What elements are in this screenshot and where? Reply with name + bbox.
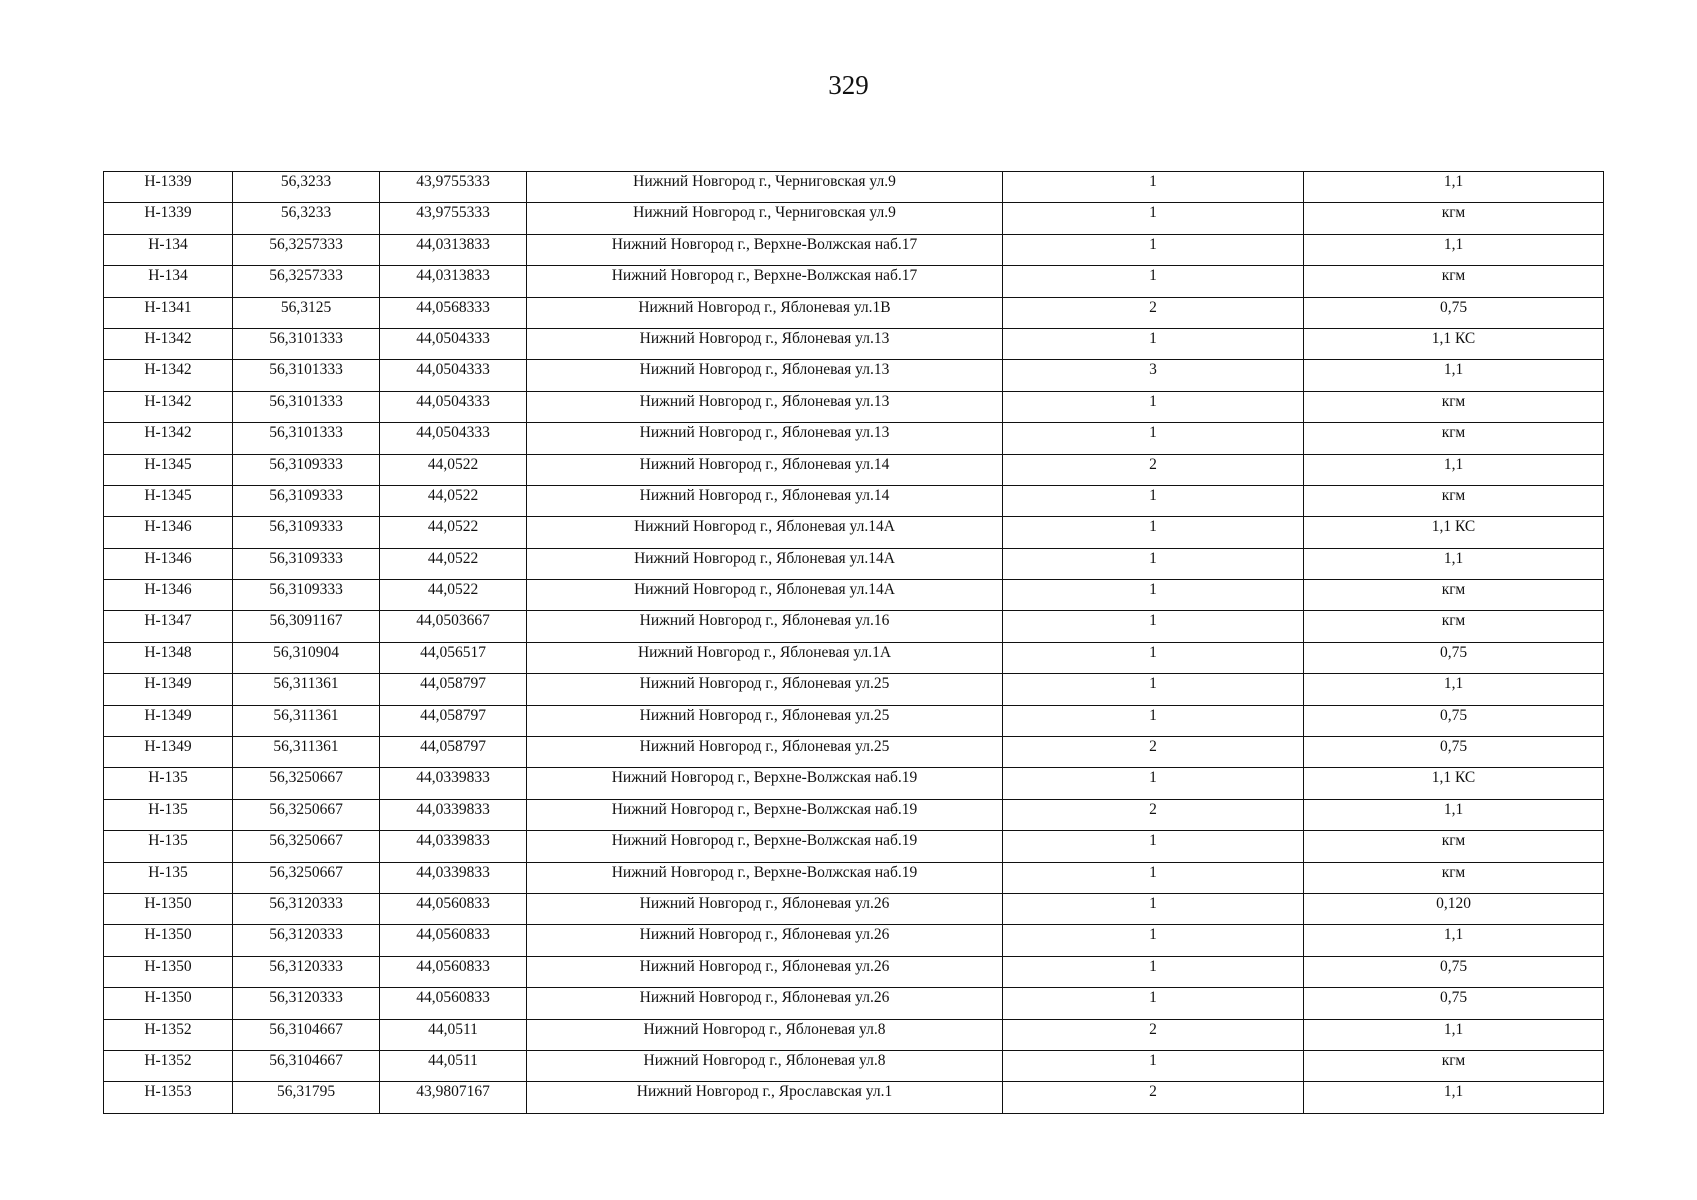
container-count-cell: 1 <box>1003 391 1304 422</box>
longitude-cell: 44,058797 <box>380 674 527 705</box>
address-cell: Нижний Новгород г., Яблоневая ул.13 <box>527 360 1003 391</box>
table-row <box>104 454 1604 485</box>
address-cell: Нижний Новгород г., Яблоневая ул.26 <box>527 956 1003 987</box>
site-id-cell: Н-135 <box>104 831 233 862</box>
latitude-cell: 56,3109333 <box>233 517 380 548</box>
site-id-cell: Н-1346 <box>104 517 233 548</box>
table-row <box>104 517 1604 548</box>
latitude-cell: 56,3250667 <box>233 768 380 799</box>
table-row <box>104 642 1604 673</box>
container-volume-cell: 0,75 <box>1304 988 1604 1019</box>
table-row <box>104 956 1604 987</box>
latitude-cell: 56,3257333 <box>233 266 380 297</box>
container-count-cell: 1 <box>1003 517 1304 548</box>
container-volume-cell: 1,1 <box>1304 674 1604 705</box>
longitude-cell: 44,056517 <box>380 642 527 673</box>
address-cell: Нижний Новгород г., Ярославская ул.1 <box>527 1082 1003 1113</box>
longitude-cell: 44,0560833 <box>380 893 527 924</box>
site-id-cell: Н-1346 <box>104 548 233 579</box>
container-volume-cell: 1,1 <box>1304 360 1604 391</box>
table-row <box>104 297 1604 328</box>
container-count-cell: 1 <box>1003 328 1304 359</box>
container-count-cell: 1 <box>1003 956 1304 987</box>
container-count-cell: 1 <box>1003 768 1304 799</box>
site-id-cell: Н-1350 <box>104 988 233 1019</box>
latitude-cell: 56,3101333 <box>233 328 380 359</box>
address-cell: Нижний Новгород г., Яблоневая ул.1В <box>527 297 1003 328</box>
container-volume-cell: 0,75 <box>1304 956 1604 987</box>
container-count-cell: 3 <box>1003 360 1304 391</box>
address-cell: Нижний Новгород г., Яблоневая ул.26 <box>527 893 1003 924</box>
longitude-cell: 44,0560833 <box>380 956 527 987</box>
site-id-cell: Н-1350 <box>104 893 233 924</box>
site-id-cell: Н-1347 <box>104 611 233 642</box>
container-count-cell: 1 <box>1003 925 1304 956</box>
container-volume-cell: кгм <box>1304 423 1604 454</box>
table-row <box>104 1082 1604 1113</box>
container-count-cell: 1 <box>1003 893 1304 924</box>
container-volume-cell: 1,1 <box>1304 799 1604 830</box>
latitude-cell: 56,3109333 <box>233 580 380 611</box>
table-row <box>104 266 1604 297</box>
container-volume-cell: 1,1 КС <box>1304 768 1604 799</box>
longitude-cell: 43,9807167 <box>380 1082 527 1113</box>
address-cell: Нижний Новгород г., Яблоневая ул.26 <box>527 925 1003 956</box>
longitude-cell: 44,0511 <box>380 1019 527 1050</box>
latitude-cell: 56,3125 <box>233 297 380 328</box>
container-count-cell: 1 <box>1003 234 1304 265</box>
table-row <box>104 1050 1604 1081</box>
table-row <box>104 705 1604 736</box>
container-sites-table <box>103 171 1604 1114</box>
address-cell: Нижний Новгород г., Яблоневая ул.25 <box>527 674 1003 705</box>
container-volume-cell: 1,1 <box>1304 1082 1604 1113</box>
address-cell: Нижний Новгород г., Яблоневая ул.13 <box>527 391 1003 422</box>
longitude-cell: 44,0560833 <box>380 925 527 956</box>
longitude-cell: 44,0313833 <box>380 266 527 297</box>
site-id-cell: Н-1350 <box>104 925 233 956</box>
table-row <box>104 768 1604 799</box>
site-id-cell: Н-1349 <box>104 737 233 768</box>
longitude-cell: 44,0339833 <box>380 768 527 799</box>
container-count-cell: 1 <box>1003 831 1304 862</box>
longitude-cell: 44,0339833 <box>380 831 527 862</box>
longitude-cell: 44,0504333 <box>380 360 527 391</box>
longitude-cell: 44,0560833 <box>380 988 527 1019</box>
container-volume-cell: 0,75 <box>1304 642 1604 673</box>
container-volume-cell: кгм <box>1304 266 1604 297</box>
site-id-cell: Н-1339 <box>104 203 233 234</box>
address-cell: Нижний Новгород г., Яблоневая ул.14 <box>527 485 1003 516</box>
address-cell: Нижний Новгород г., Яблоневая ул.25 <box>527 705 1003 736</box>
container-volume-cell: 1,1 <box>1304 1019 1604 1050</box>
container-volume-cell: 1,1 <box>1304 234 1604 265</box>
site-id-cell: Н-1342 <box>104 328 233 359</box>
latitude-cell: 56,3101333 <box>233 423 380 454</box>
container-count-cell: 2 <box>1003 737 1304 768</box>
address-cell: Нижний Новгород г., Яблоневая ул.14А <box>527 580 1003 611</box>
container-volume-cell: кгм <box>1304 831 1604 862</box>
address-cell: Нижний Новгород г., Верхне-Волжская наб.19 <box>527 862 1003 893</box>
address-cell: Нижний Новгород г., Яблоневая ул.1А <box>527 642 1003 673</box>
longitude-cell: 44,0503667 <box>380 611 527 642</box>
container-count-cell: 1 <box>1003 423 1304 454</box>
container-volume-cell: 1,1 КС <box>1304 517 1604 548</box>
container-volume-cell: 0,120 <box>1304 893 1604 924</box>
latitude-cell: 56,3120333 <box>233 956 380 987</box>
container-count-cell: 1 <box>1003 485 1304 516</box>
longitude-cell: 44,0313833 <box>380 234 527 265</box>
table-row <box>104 611 1604 642</box>
container-count-cell: 1 <box>1003 611 1304 642</box>
site-id-cell: Н-1348 <box>104 642 233 673</box>
address-cell: Нижний Новгород г., Черниговская ул.9 <box>527 203 1003 234</box>
address-cell: Нижний Новгород г., Верхне-Волжская наб.17 <box>527 234 1003 265</box>
site-id-cell: Н-1352 <box>104 1019 233 1050</box>
latitude-cell: 56,3233 <box>233 203 380 234</box>
container-volume-cell: 1,1 <box>1304 548 1604 579</box>
site-id-cell: Н-1342 <box>104 423 233 454</box>
container-count-cell: 1 <box>1003 203 1304 234</box>
site-id-cell: Н-135 <box>104 799 233 830</box>
container-count-cell: 2 <box>1003 297 1304 328</box>
address-cell: Нижний Новгород г., Яблоневая ул.14 <box>527 454 1003 485</box>
site-id-cell: Н-1353 <box>104 1082 233 1113</box>
container-volume-cell: 1,1 <box>1304 454 1604 485</box>
latitude-cell: 56,3250667 <box>233 862 380 893</box>
table-row <box>104 391 1604 422</box>
container-volume-cell: кгм <box>1304 580 1604 611</box>
container-count-cell: 1 <box>1003 580 1304 611</box>
longitude-cell: 44,0522 <box>380 548 527 579</box>
latitude-cell: 56,3101333 <box>233 391 380 422</box>
address-cell: Нижний Новгород г., Верхне-Волжская наб.19 <box>527 799 1003 830</box>
container-count-cell: 1 <box>1003 674 1304 705</box>
table-body <box>104 172 1604 1114</box>
site-id-cell: Н-134 <box>104 266 233 297</box>
container-count-cell: 1 <box>1003 266 1304 297</box>
latitude-cell: 56,3257333 <box>233 234 380 265</box>
latitude-cell: 56,311361 <box>233 737 380 768</box>
table-row <box>104 548 1604 579</box>
container-count-cell: 2 <box>1003 1019 1304 1050</box>
table-row <box>104 831 1604 862</box>
container-volume-cell: 1,1 КС <box>1304 328 1604 359</box>
longitude-cell: 44,058797 <box>380 737 527 768</box>
latitude-cell: 56,3109333 <box>233 485 380 516</box>
table-row <box>104 360 1604 391</box>
latitude-cell: 56,3120333 <box>233 893 380 924</box>
site-id-cell: Н-1349 <box>104 674 233 705</box>
latitude-cell: 56,3101333 <box>233 360 380 391</box>
table-row <box>104 234 1604 265</box>
longitude-cell: 44,0511 <box>380 1050 527 1081</box>
latitude-cell: 56,3104667 <box>233 1050 380 1081</box>
container-count-cell: 1 <box>1003 642 1304 673</box>
container-volume-cell: 1,1 <box>1304 172 1604 203</box>
container-count-cell: 1 <box>1003 862 1304 893</box>
table-row <box>104 172 1604 203</box>
site-id-cell: Н-1349 <box>104 705 233 736</box>
container-count-cell: 1 <box>1003 988 1304 1019</box>
site-id-cell: Н-1345 <box>104 485 233 516</box>
latitude-cell: 56,3120333 <box>233 988 380 1019</box>
container-count-cell: 1 <box>1003 172 1304 203</box>
latitude-cell: 56,3233 <box>233 172 380 203</box>
container-volume-cell: кгм <box>1304 611 1604 642</box>
longitude-cell: 43,9755333 <box>380 203 527 234</box>
table-row <box>104 580 1604 611</box>
longitude-cell: 44,0522 <box>380 517 527 548</box>
longitude-cell: 43,9755333 <box>380 172 527 203</box>
address-cell: Нижний Новгород г., Яблоневая ул.13 <box>527 328 1003 359</box>
table-row <box>104 988 1604 1019</box>
site-id-cell: Н-135 <box>104 768 233 799</box>
address-cell: Нижний Новгород г., Верхне-Волжская наб.17 <box>527 266 1003 297</box>
container-count-cell: 1 <box>1003 548 1304 579</box>
latitude-cell: 56,31795 <box>233 1082 380 1113</box>
table-row <box>104 423 1604 454</box>
address-cell: Нижний Новгород г., Яблоневая ул.26 <box>527 988 1003 1019</box>
address-cell: Нижний Новгород г., Яблоневая ул.25 <box>527 737 1003 768</box>
table-row <box>104 203 1604 234</box>
latitude-cell: 56,3091167 <box>233 611 380 642</box>
longitude-cell: 44,0339833 <box>380 799 527 830</box>
site-id-cell: Н-1346 <box>104 580 233 611</box>
latitude-cell: 56,3109333 <box>233 548 380 579</box>
container-volume-cell: 0,75 <box>1304 705 1604 736</box>
site-id-cell: Н-1342 <box>104 391 233 422</box>
latitude-cell: 56,311361 <box>233 705 380 736</box>
container-volume-cell: кгм <box>1304 203 1604 234</box>
container-volume-cell: кгм <box>1304 391 1604 422</box>
table-row <box>104 925 1604 956</box>
table-row <box>104 737 1604 768</box>
address-cell: Нижний Новгород г., Черниговская ул.9 <box>527 172 1003 203</box>
container-count-cell: 1 <box>1003 705 1304 736</box>
container-volume-cell: кгм <box>1304 1050 1604 1081</box>
site-id-cell: Н-1342 <box>104 360 233 391</box>
address-cell: Нижний Новгород г., Яблоневая ул.16 <box>527 611 1003 642</box>
container-volume-cell: кгм <box>1304 485 1604 516</box>
address-cell: Нижний Новгород г., Яблоневая ул.8 <box>527 1019 1003 1050</box>
address-cell: Нижний Новгород г., Яблоневая ул.13 <box>527 423 1003 454</box>
longitude-cell: 44,0504333 <box>380 423 527 454</box>
latitude-cell: 56,310904 <box>233 642 380 673</box>
longitude-cell: 44,0504333 <box>380 328 527 359</box>
container-count-cell: 2 <box>1003 799 1304 830</box>
container-count-cell: 2 <box>1003 1082 1304 1113</box>
table-row <box>104 1019 1604 1050</box>
address-cell: Нижний Новгород г., Яблоневая ул.8 <box>527 1050 1003 1081</box>
site-id-cell: Н-1350 <box>104 956 233 987</box>
longitude-cell: 44,0522 <box>380 454 527 485</box>
table-row <box>104 674 1604 705</box>
latitude-cell: 56,3250667 <box>233 831 380 862</box>
site-id-cell: Н-1339 <box>104 172 233 203</box>
longitude-cell: 44,0522 <box>380 580 527 611</box>
latitude-cell: 56,3250667 <box>233 799 380 830</box>
latitude-cell: 56,3104667 <box>233 1019 380 1050</box>
site-id-cell: Н-134 <box>104 234 233 265</box>
longitude-cell: 44,0522 <box>380 485 527 516</box>
container-count-cell: 1 <box>1003 1050 1304 1081</box>
latitude-cell: 56,311361 <box>233 674 380 705</box>
site-id-cell: Н-1341 <box>104 297 233 328</box>
site-id-cell: Н-135 <box>104 862 233 893</box>
longitude-cell: 44,0339833 <box>380 862 527 893</box>
container-volume-cell: 0,75 <box>1304 297 1604 328</box>
latitude-cell: 56,3120333 <box>233 925 380 956</box>
table-row <box>104 328 1604 359</box>
table-row <box>104 485 1604 516</box>
longitude-cell: 44,058797 <box>380 705 527 736</box>
table-row <box>104 799 1604 830</box>
container-volume-cell: кгм <box>1304 862 1604 893</box>
address-cell: Нижний Новгород г., Верхне-Волжская наб.19 <box>527 768 1003 799</box>
site-id-cell: Н-1352 <box>104 1050 233 1081</box>
container-volume-cell: 1,1 <box>1304 925 1604 956</box>
address-cell: Нижний Новгород г., Яблоневая ул.14А <box>527 517 1003 548</box>
table-row <box>104 893 1604 924</box>
longitude-cell: 44,0504333 <box>380 391 527 422</box>
address-cell: Нижний Новгород г., Яблоневая ул.14А <box>527 548 1003 579</box>
page-number: 329 <box>828 70 869 100</box>
latitude-cell: 56,3109333 <box>233 454 380 485</box>
table-row <box>104 862 1604 893</box>
container-volume-cell: 0,75 <box>1304 737 1604 768</box>
site-id-cell: Н-1345 <box>104 454 233 485</box>
container-count-cell: 2 <box>1003 454 1304 485</box>
longitude-cell: 44,0568333 <box>380 297 527 328</box>
address-cell: Нижний Новгород г., Верхне-Волжская наб.19 <box>527 831 1003 862</box>
